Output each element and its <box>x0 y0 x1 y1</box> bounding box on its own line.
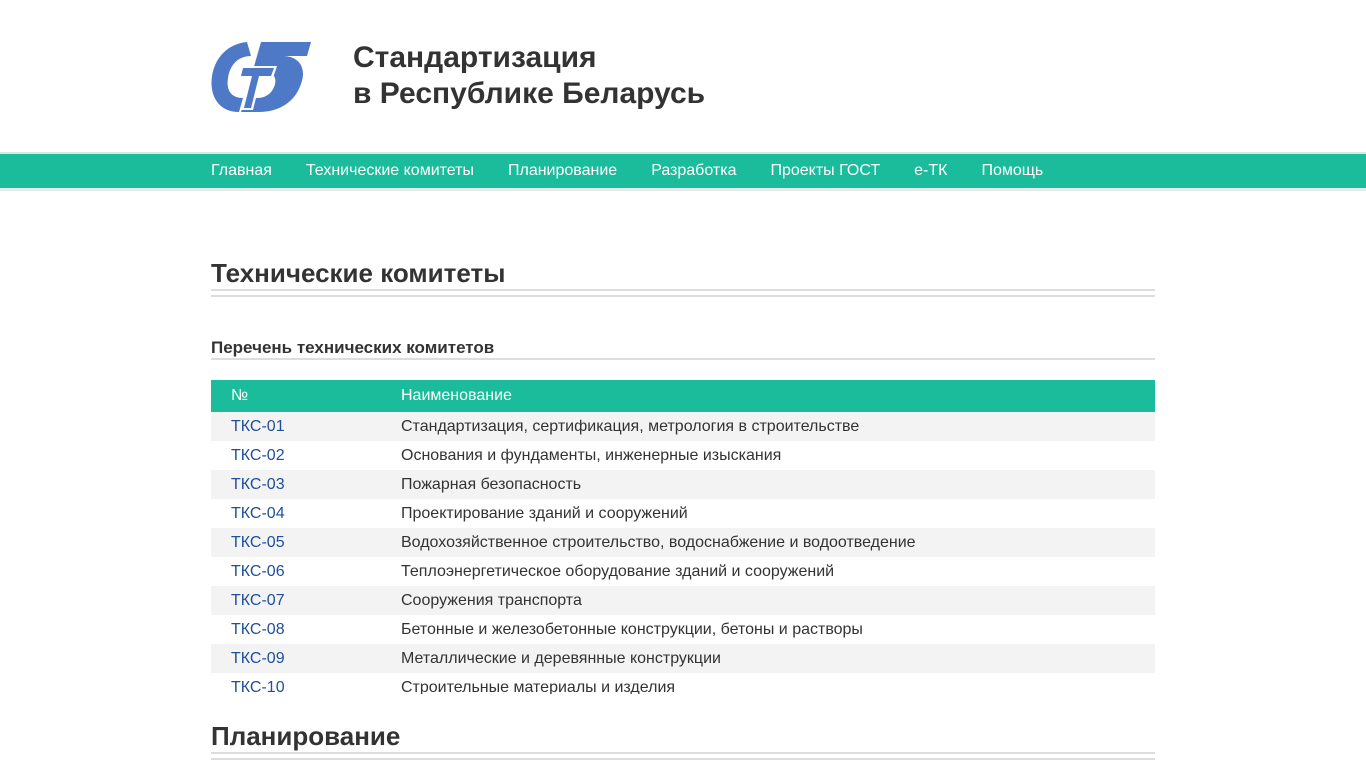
nav-item-e-tk[interactable]: е-ТК <box>914 162 948 179</box>
nav-item-planning[interactable]: Планирование <box>507 162 618 179</box>
nav-item-technical-committees[interactable]: Технические комитеты <box>305 162 474 179</box>
stb-logo-icon[interactable] <box>211 40 314 113</box>
table-row <box>211 441 1155 470</box>
committee-name: Бетонные и железобетонные конструкции, бетоны и растворы <box>401 620 863 638</box>
committee-code-link[interactable]: ТКС-08 <box>231 620 285 638</box>
table-header-row <box>211 380 1155 412</box>
committee-code-link[interactable]: ТКС-02 <box>231 446 285 464</box>
committee-code-link[interactable]: ТКС-04 <box>231 504 285 522</box>
table-row <box>211 499 1155 528</box>
table-row <box>211 644 1155 673</box>
table-row <box>211 470 1155 499</box>
committee-name: Основания и фундаменты, инженерные изыскания <box>401 446 782 464</box>
site-title-line2: в Республике Беларусь <box>353 77 706 110</box>
committee-code-link[interactable]: ТКС-07 <box>231 591 285 609</box>
committee-name: Строительные материалы и изделия <box>401 678 676 694</box>
nav-item-help[interactable]: Помощь <box>981 162 1044 179</box>
committee-code-link[interactable]: ТКС-10 <box>231 678 285 694</box>
nav-item-gost-projects[interactable]: Проекты ГОСТ <box>770 162 881 179</box>
committees-table <box>211 380 1155 694</box>
table-row <box>211 528 1155 557</box>
nav-bottom-divider <box>0 188 1366 191</box>
committee-name: Металлические и деревянные конструкции <box>401 649 721 667</box>
table-row <box>211 557 1155 586</box>
site-title <box>353 40 705 112</box>
section-title: Технические комитеты <box>211 258 506 288</box>
committee-code-link[interactable]: ТКС-01 <box>231 417 285 435</box>
committee-code-link[interactable]: ТКС-05 <box>231 533 285 551</box>
committee-name: Теплоэнергетическое оборудование зданий и сооружений <box>401 562 835 580</box>
next-section-title: Планирование <box>211 721 401 751</box>
site-header <box>0 0 1366 153</box>
committee-name: Стандартизация, сертификация, метрология в строительстве <box>401 417 860 435</box>
committee-code-link[interactable]: ТКС-09 <box>231 649 285 667</box>
subsection-title: Перечень технических комитетов <box>211 338 495 357</box>
committee-code-link[interactable]: ТКС-03 <box>231 475 285 493</box>
committees-table-container[interactable] <box>211 380 1155 694</box>
table-row <box>211 615 1155 644</box>
main-nav <box>0 154 1366 188</box>
table-row <box>211 586 1155 615</box>
committee-name: Пожарная безопасность <box>401 475 582 493</box>
table-row <box>211 412 1155 441</box>
committee-name: Сооружения транспорта <box>401 591 582 609</box>
column-header-name: Наименование <box>401 387 512 404</box>
next-section-divider <box>211 752 1155 760</box>
site-title-line1: Стандартизация <box>353 41 597 74</box>
nav-item-development[interactable]: Разработка <box>651 162 737 179</box>
committee-name: Водохозяйственное строительство, водоснабжение и водоотведение <box>401 533 916 551</box>
committee-name: Проектирование зданий и сооружений <box>401 504 688 522</box>
subsection-divider <box>211 358 1155 360</box>
column-header-number: № <box>231 387 249 404</box>
committee-code-link[interactable]: ТКС-06 <box>231 562 285 580</box>
table-row <box>211 673 1155 694</box>
nav-item-home[interactable]: Главная <box>211 162 272 179</box>
section-title-divider <box>211 289 1155 297</box>
